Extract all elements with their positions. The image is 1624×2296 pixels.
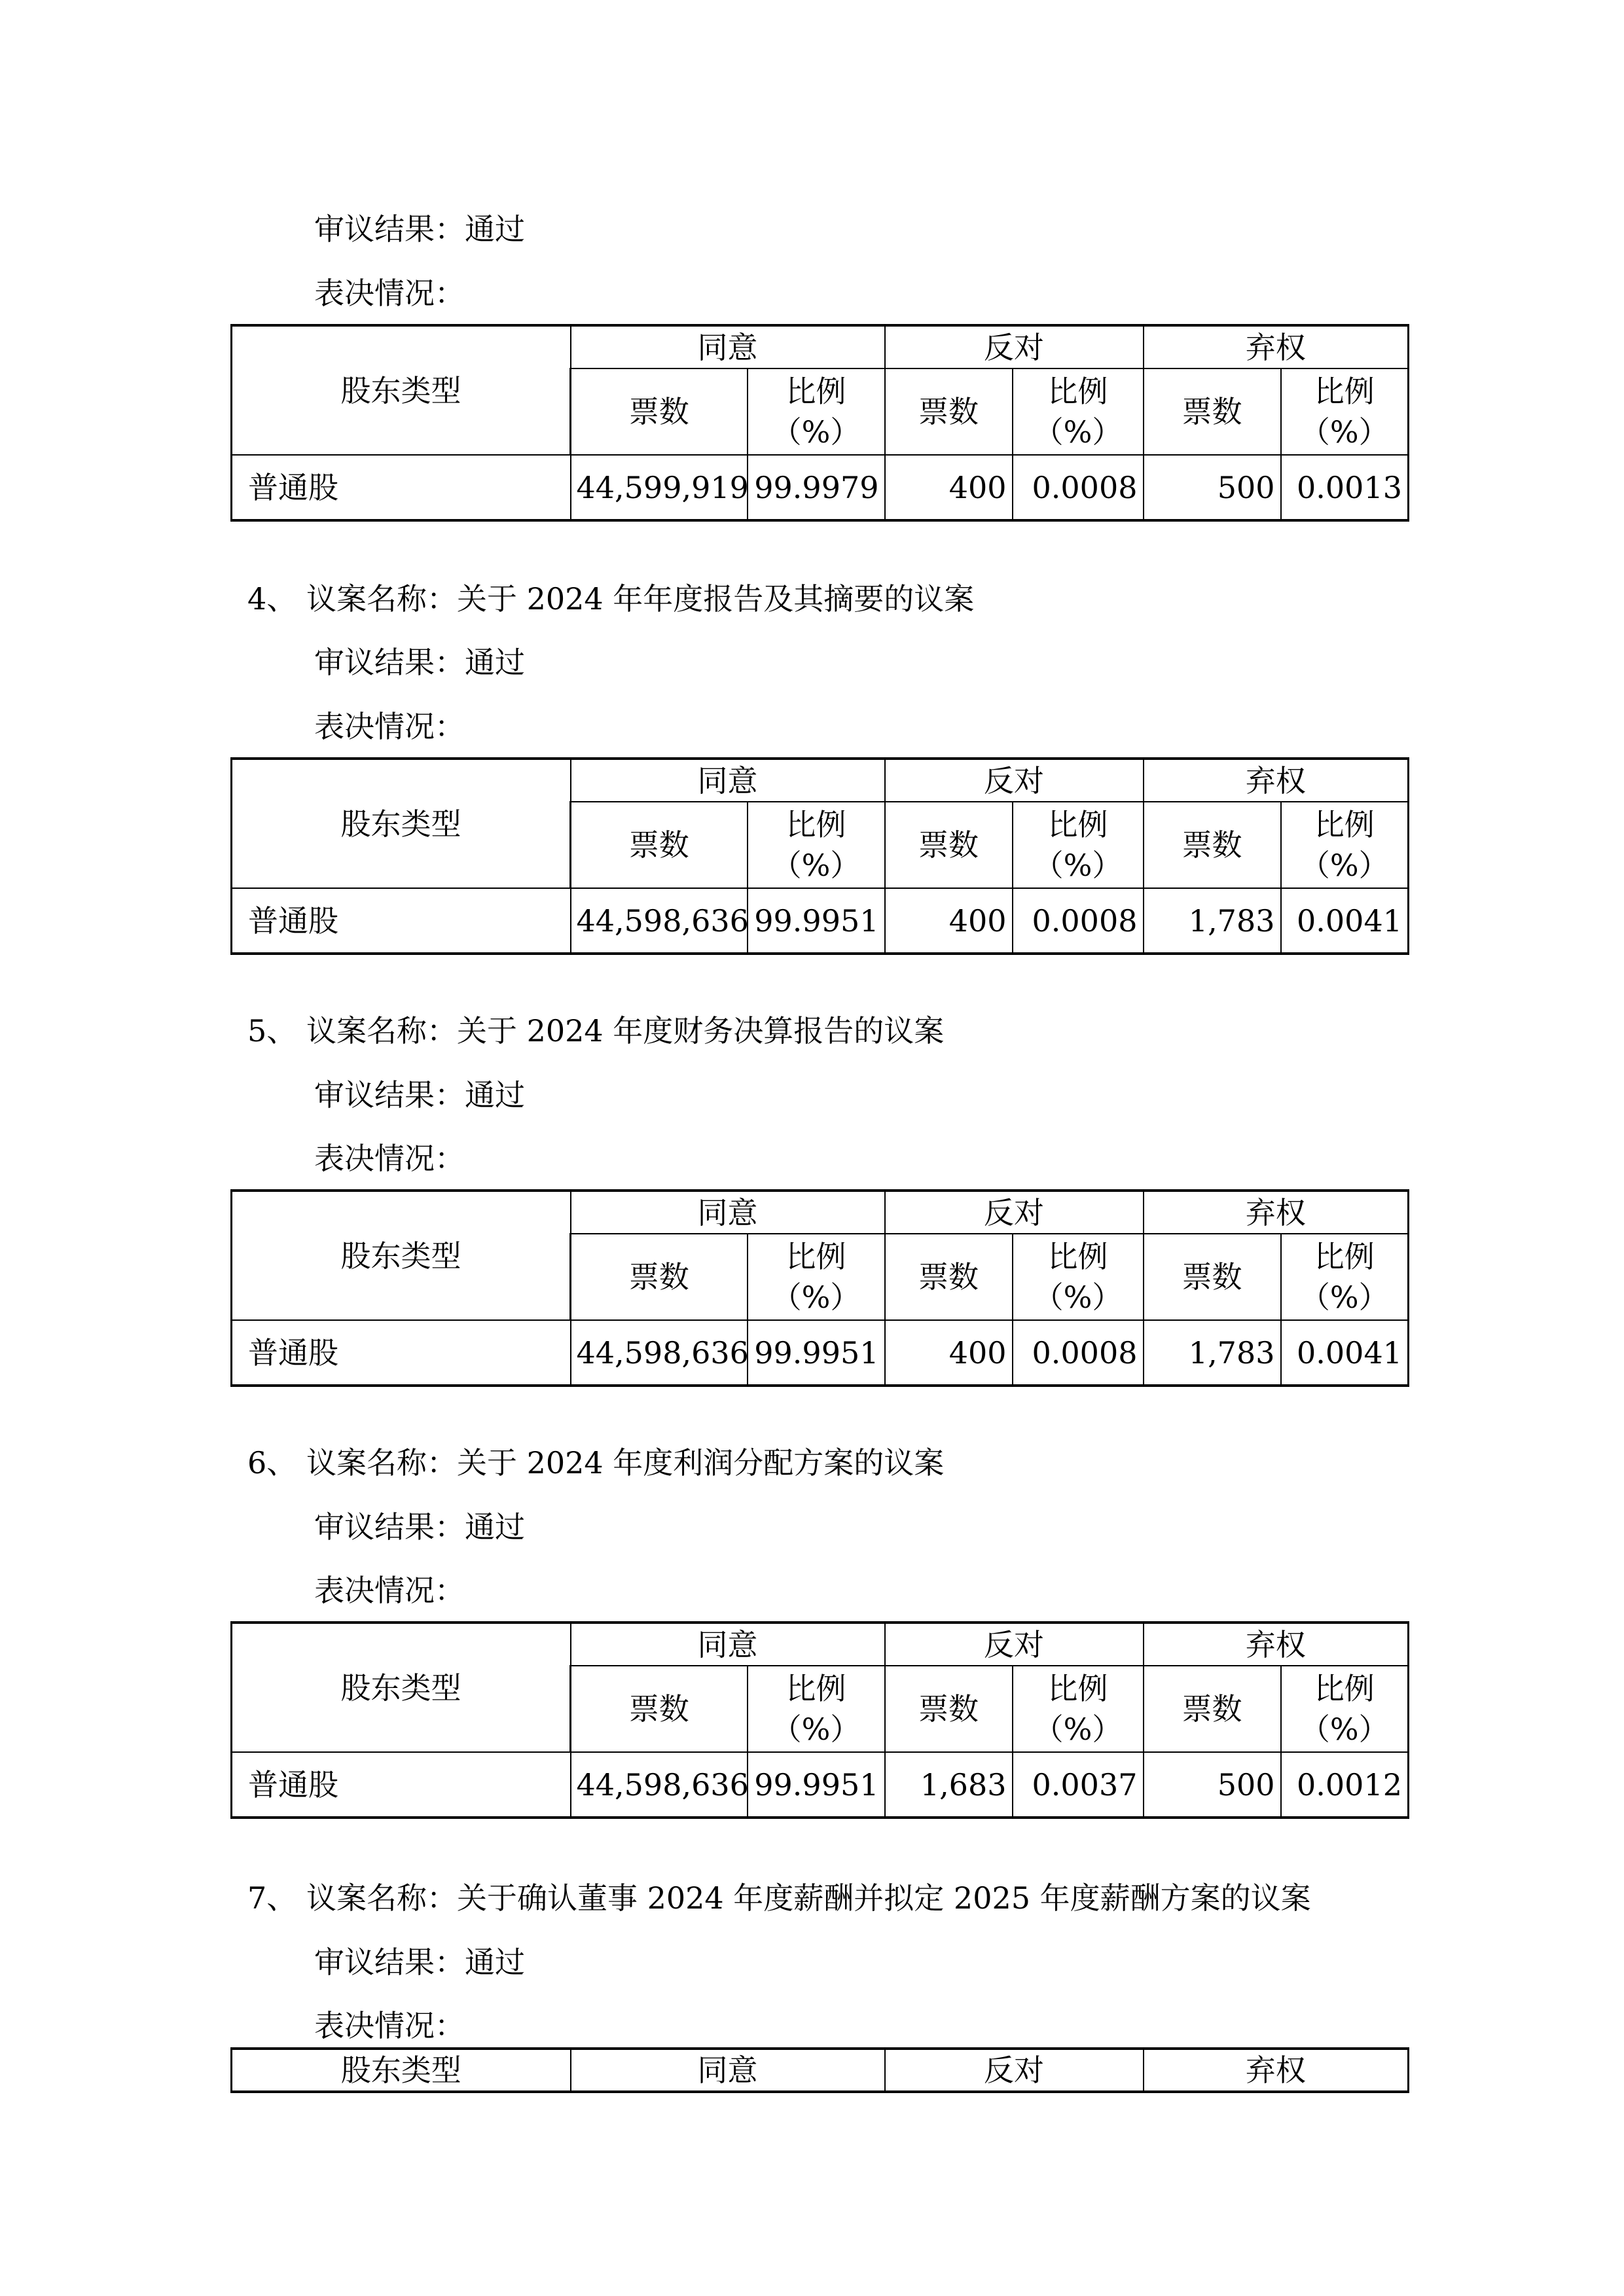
item-title: 4、 议案名称：关于 2024 年年度报告及其摘要的议案 [247, 581, 975, 617]
cell-abstain-ratio: 0.0041 [1281, 1320, 1409, 1386]
header-shareholder-type: 股东类型 [232, 2049, 571, 2092]
header-abstain: 弃权 [1144, 2049, 1409, 2092]
cell-oppose-votes: 400 [885, 888, 1013, 954]
header-abstain: 弃权 [1144, 1623, 1409, 1666]
header-oppose: 反对 [885, 759, 1144, 802]
header-agree-ratio: 比例 （%） [748, 368, 885, 455]
header-oppose-votes: 票数 [885, 1234, 1013, 1320]
header-agree-votes: 票数 [571, 1234, 748, 1320]
header-oppose: 反对 [885, 1623, 1144, 1666]
cell-oppose-votes: 400 [885, 1320, 1013, 1386]
header-abstain: 弃权 [1144, 325, 1409, 368]
cell-agree-votes: 44,599,919 [571, 455, 748, 520]
cell-abstain-ratio: 0.0041 [1281, 888, 1409, 954]
header-agree-ratio: 比例 （%） [748, 1666, 885, 1752]
header-oppose: 反对 [885, 1191, 1144, 1234]
header-oppose: 反对 [885, 325, 1144, 368]
header-agree: 同意 [571, 1191, 885, 1234]
header-shareholder-type: 股东类型 [232, 759, 571, 888]
cell-oppose-votes: 400 [885, 455, 1013, 520]
header-shareholder-type: 股东类型 [232, 325, 571, 455]
header-agree-votes: 票数 [571, 1666, 748, 1752]
cell-shareholder-type: 普通股 [232, 888, 571, 954]
cell-abstain-votes: 1,783 [1144, 888, 1281, 954]
cell-shareholder-type: 普通股 [232, 455, 571, 520]
header-oppose-votes: 票数 [885, 368, 1013, 455]
review-result: 审议结果：通过 [314, 1945, 525, 1980]
table-row [232, 455, 1409, 520]
header-oppose: 反对 [885, 2049, 1144, 2092]
cell-abstain-votes: 500 [1144, 1752, 1281, 1818]
header-oppose-ratio: 比例 （%） [1013, 802, 1144, 888]
header-abstain: 弃权 [1144, 1191, 1409, 1234]
vote-situation-label: 表决情况： [314, 276, 465, 311]
cell-oppose-ratio: 0.0037 [1013, 1752, 1144, 1818]
vote-table [230, 757, 1409, 955]
item-title: 5、 议案名称：关于 2024 年度财务决算报告的议案 [247, 1013, 945, 1049]
header-abstain-ratio: 比例 （%） [1281, 368, 1409, 455]
header-agree: 同意 [571, 2049, 885, 2092]
review-result: 审议结果：通过 [314, 1509, 525, 1545]
header-agree-votes: 票数 [571, 802, 748, 888]
cell-shareholder-type: 普通股 [232, 1752, 571, 1818]
vote-table [230, 1189, 1409, 1387]
cell-abstain-votes: 1,783 [1144, 1320, 1281, 1386]
cell-abstain-ratio: 0.0013 [1281, 455, 1409, 520]
review-result: 审议结果：通过 [314, 211, 525, 247]
header-oppose-votes: 票数 [885, 802, 1013, 888]
header-abstain-votes: 票数 [1144, 802, 1281, 888]
review-result: 审议结果：通过 [314, 1077, 525, 1113]
vote-situation-label: 表决情况： [314, 1141, 465, 1176]
item-title: 7、 议案名称：关于确认董事 2024 年度薪酬并拟定 2025 年度薪酬方案的议案 [247, 1880, 1311, 1916]
header-oppose-votes: 票数 [885, 1666, 1013, 1752]
vote-situation-label: 表决情况： [314, 1573, 465, 1608]
header-abstain-ratio: 比例 （%） [1281, 1234, 1409, 1320]
cell-agree-ratio: 99.9951 [748, 1752, 885, 1818]
header-abstain-ratio: 比例 （%） [1281, 1666, 1409, 1752]
cell-agree-ratio: 99.9951 [748, 1320, 885, 1386]
vote-situation-label: 表决情况： [314, 709, 465, 744]
cell-oppose-ratio: 0.0008 [1013, 888, 1144, 954]
header-abstain: 弃权 [1144, 759, 1409, 802]
cell-agree-votes: 44,598,636 [571, 888, 748, 954]
header-abstain-votes: 票数 [1144, 1666, 1281, 1752]
header-oppose-ratio: 比例 （%） [1013, 1234, 1144, 1320]
header-oppose-ratio: 比例 （%） [1013, 368, 1144, 455]
cell-abstain-votes: 500 [1144, 455, 1281, 520]
header-agree: 同意 [571, 759, 885, 802]
cell-agree-ratio: 99.9951 [748, 888, 885, 954]
header-oppose-ratio: 比例 （%） [1013, 1666, 1144, 1752]
header-abstain-votes: 票数 [1144, 1234, 1281, 1320]
header-agree-ratio: 比例 （%） [748, 802, 885, 888]
header-agree-votes: 票数 [571, 368, 748, 455]
item-title: 6、 议案名称：关于 2024 年度利润分配方案的议案 [247, 1445, 945, 1480]
vote-situation-label: 表决情况： [314, 2008, 465, 2043]
vote-table [230, 1621, 1409, 1819]
header-abstain-votes: 票数 [1144, 368, 1281, 455]
vote-table [230, 324, 1409, 522]
header-shareholder-type: 股东类型 [232, 1191, 571, 1320]
cell-abstain-ratio: 0.0012 [1281, 1752, 1409, 1818]
cell-agree-votes: 44,598,636 [571, 1320, 748, 1386]
cell-agree-ratio: 99.9979 [748, 455, 885, 520]
cell-oppose-ratio: 0.0008 [1013, 455, 1144, 520]
cell-shareholder-type: 普通股 [232, 1320, 571, 1386]
vote-table-header-only [230, 2047, 1409, 2093]
header-agree: 同意 [571, 1623, 885, 1666]
header-abstain-ratio: 比例 （%） [1281, 802, 1409, 888]
table-row [232, 1752, 1409, 1818]
table-row [232, 1320, 1409, 1386]
cell-agree-votes: 44,598,636 [571, 1752, 748, 1818]
cell-oppose-ratio: 0.0008 [1013, 1320, 1144, 1386]
header-shareholder-type: 股东类型 [232, 1623, 571, 1752]
cell-oppose-votes: 1,683 [885, 1752, 1013, 1818]
review-result: 审议结果：通过 [314, 645, 525, 680]
table-row [232, 888, 1409, 954]
header-agree: 同意 [571, 325, 885, 368]
header-agree-ratio: 比例 （%） [748, 1234, 885, 1320]
